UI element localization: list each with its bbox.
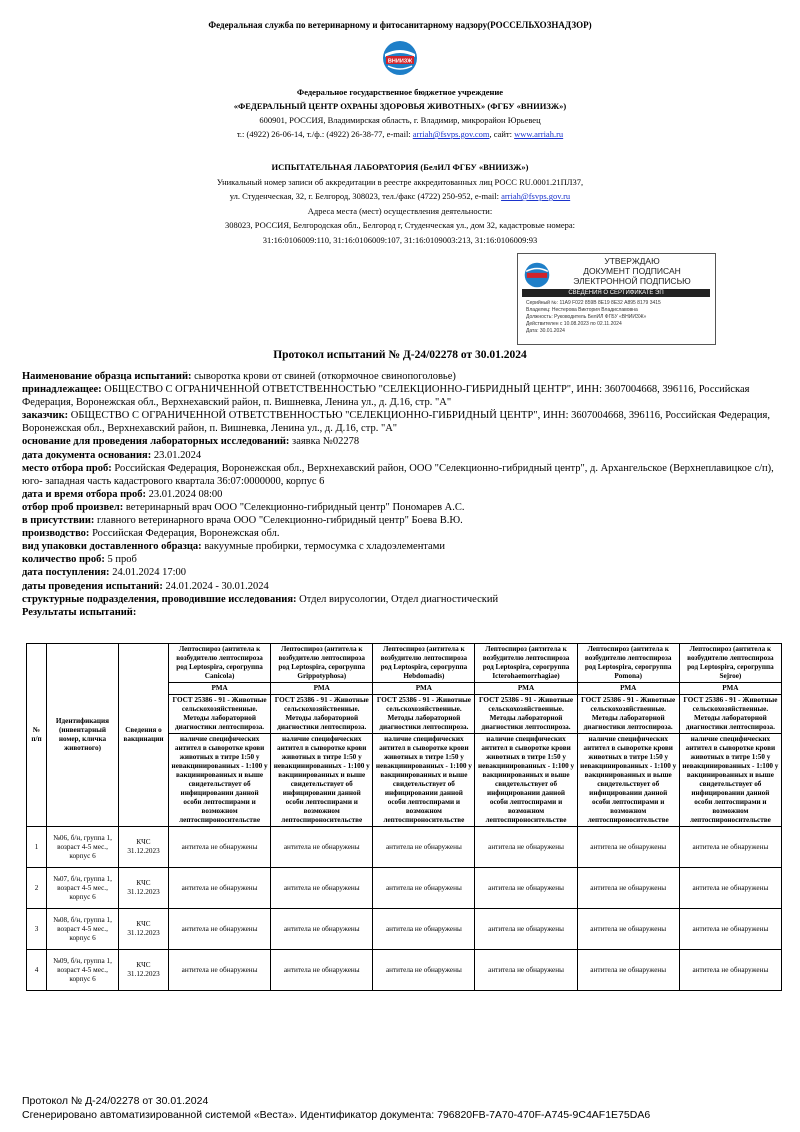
row-vaccination: КЧС 31.12.2023 <box>119 909 169 950</box>
row-vaccination: КЧС 31.12.2023 <box>119 868 169 909</box>
field-value: сыворотка крови от свиней (откормочное свинопоголовье) <box>191 371 456 382</box>
stamp-owner: Владелец: Нестерова Виктория Владиславовна <box>526 307 638 313</box>
field-row <box>22 514 787 527</box>
test-norm-header: наличие специфических антител в сыворотке крови животных в титре 1:50 у невакцинированных - 1:100 у вакцинированных и выше свидетельствует об инфицировании данной особи лептоспирами и возможном лептоспироносительстве <box>577 734 679 827</box>
field-value: Отдел вирусологии, Отдел диагностический <box>296 593 499 605</box>
field-label: принадлежащее: <box>22 384 102 396</box>
stamp-title-line2: ДОКУМЕНТ ПОДПИСАН <box>583 266 681 276</box>
organization-block <box>0 85 800 141</box>
stamp-title-line3: ЭЛЕКТРОННОЙ ПОДПИСЬЮ <box>573 276 691 286</box>
field-row <box>22 409 787 435</box>
footer-protocol-number: Протокол № Д-24/02278 от 30.01.2024 <box>22 1095 209 1107</box>
field-row <box>22 370 787 383</box>
table-row <box>27 950 782 991</box>
test-name-header: Лептоспироз (антитела к возбудителю лептоспироза род Leptospira, серогруппа Icterohaemorrhagiae) <box>475 644 577 683</box>
row-number: 2 <box>27 868 47 909</box>
test-gost-header: ГОСТ 25386 - 91 - Животные сельскохозяйственные. Методы лабораторной диагностики лептоспироза. <box>577 695 679 734</box>
stamp-position: Должность: Руководитель БелИЛ ФГБУ «ВНИИЗЖ» <box>526 314 647 320</box>
field-value: 24.01.2024 - 30.01.2024 <box>162 580 269 592</box>
test-method-header: РМА <box>577 683 679 695</box>
row-result: антитела не обнаружены <box>679 909 781 950</box>
row-number: 3 <box>27 909 47 950</box>
field-label: отбор проб произвел: <box>22 501 124 513</box>
field-label: дата поступления: <box>22 567 110 579</box>
org-phone: т.: (4922) 26-06-14, т./ф.: (4922) 26-38-77, e-mail: <box>236 129 411 139</box>
test-norm-header: наличие специфических антител в сыворотке крови животных в титре 1:50 у невакцинированных - 1:100 у вакцинированных и выше свидетельствует об инфицировании данной особи лептоспирами и возможном лептоспироносительстве <box>271 734 373 827</box>
test-method-header: РМА <box>271 683 373 695</box>
row-result: антитела не обнаружены <box>169 868 271 909</box>
row-result: антитела не обнаружены <box>475 950 577 991</box>
field-row <box>22 593 787 606</box>
field-value: 23.01.2024 <box>151 449 202 461</box>
field-value: 23.01.2024 08:00 <box>146 488 223 500</box>
row-vaccination: КЧС 31.12.2023 <box>119 950 169 991</box>
test-gost-header: ГОСТ 25386 - 91 - Животные сельскохозяйственные. Методы лабораторной диагностики лептоспироза. <box>271 695 373 734</box>
test-gost-header: ГОСТ 25386 - 91 - Животные сельскохозяйственные. Методы лабораторной диагностики лептоспироза. <box>679 695 781 734</box>
row-result: антитела не обнаружены <box>475 827 577 868</box>
sample-fields <box>22 370 787 619</box>
row-result: антитела не обнаружены <box>169 827 271 868</box>
lab-accreditation: Уникальный номер записи об аккредитации в реестре аккредитованных лиц РОСС RU.0001.21ПЛ37, <box>216 176 584 187</box>
row-result: антитела не обнаружены <box>679 827 781 868</box>
row-animal-id: №06, б/н, группа 1, возраст 4-5 мес., корпус 6 <box>47 827 119 868</box>
field-value: ветеринарный врач ООО "Селекционно-гибридный центр" Пономарев А.С. <box>123 501 465 513</box>
test-method-header: РМА <box>475 683 577 695</box>
stamp-logo-icon <box>524 262 550 288</box>
lab-block <box>0 160 800 247</box>
row-result: антитела не обнаружены <box>373 868 475 909</box>
org-site-link[interactable]: www.arriah.ru <box>514 129 564 139</box>
org-site-label: , сайт: <box>489 129 513 139</box>
field-value: Российская Федерация, Воронежская обл. <box>89 528 280 540</box>
field-label: дата и время отбора проб: <box>22 488 146 500</box>
table-row <box>27 868 782 909</box>
field-row <box>22 462 787 488</box>
test-norm-header: наличие специфических антител в сыворотке крови животных в титре 1:50 у невакцинированных - 1:100 у вакцинированных и выше свидетельствует об инфицировании данной особи лептоспирами и возможном лептоспироносительстве <box>169 734 271 827</box>
test-name-header: Лептоспироз (антитела к возбудителю лептоспироза род Leptospira, серогруппа Canicola) <box>169 644 271 683</box>
org-contacts <box>0 127 800 141</box>
stamp-certificate-bar: СВЕДЕНИЯ О СЕРТИФИКАТЕ ЭП <box>522 289 710 297</box>
agency-header: Федеральная служба по ветеринарному и фитосанитарному надзору(РОССЕЛЬХОЗНАДЗОР) <box>208 20 592 30</box>
field-row <box>22 435 787 448</box>
row-result: антитела не обнаружены <box>475 868 577 909</box>
protocol-title: Протокол испытаний № Д-24/02278 от 30.01.2024 <box>273 349 527 361</box>
row-vaccination: КЧС 31.12.2023 <box>119 827 169 868</box>
field-row <box>22 606 787 619</box>
test-name-header: Лептоспироз (антитела к возбудителю лептоспироза род Leptospira, серогруппа Hebdomadis) <box>373 644 475 683</box>
row-result: антитела не обнаружены <box>271 827 373 868</box>
field-row <box>22 527 787 540</box>
field-row <box>22 580 787 593</box>
stamp-date: Дата: 30.01.2024 <box>526 328 565 334</box>
row-result: антитела не обнаружены <box>271 868 373 909</box>
row-animal-id: №08, б/н, группа 1, возраст 4-5 мес., корпус 6 <box>47 909 119 950</box>
lab-name: ИСПЫТАТЕЛЬНАЯ ЛАБОРАТОРИЯ (БелИЛ ФГБУ «ВНИИЗЖ») <box>271 162 529 172</box>
row-result: антитела не обнаружены <box>271 909 373 950</box>
results-table <box>26 643 782 991</box>
row-result: антитела не обнаружены <box>577 827 679 868</box>
lab-email-link[interactable]: arriah@fsvps.gov.ru <box>501 191 571 201</box>
svg-text:ВНИИЗЖ: ВНИИЗЖ <box>387 58 413 65</box>
vniizh-logo-icon <box>382 40 418 76</box>
org-name: «ФЕДЕРАЛЬНЫЙ ЦЕНТР ОХРАНЫ ЗДОРОВЬЯ ЖИВОТНЫХ» (ФГБУ «ВНИИЗЖ») <box>233 101 567 111</box>
field-label: место отбора проб: <box>22 462 112 474</box>
row-result: антитела не обнаружены <box>679 950 781 991</box>
field-row <box>22 553 787 566</box>
footer <box>22 1094 792 1122</box>
field-value: главного ветеринарного врача ООО "Селекционно-гибридный центр" Боева В.Ю. <box>94 515 463 527</box>
stamp-title-line1: УТВЕРЖДАЮ <box>604 256 660 266</box>
col-header-id: Идентификация (инвентарный номер, кличка животного) <box>47 644 119 827</box>
field-row <box>22 383 787 409</box>
row-result: антитела не обнаружены <box>373 909 475 950</box>
field-value: Российская Федерация, Воронежская обл., Верхнехавский район, ООО "Селекционно-гибридный центр", д. Архангельское (Верхнеплавицкое с/п), юго- западная часть кадастрового квартала 36:07:0000000, корпус 6 <box>22 462 774 487</box>
field-row <box>22 501 787 514</box>
row-result: антитела не обнаружены <box>577 868 679 909</box>
stamp-details <box>526 300 712 335</box>
test-method-header: РМА <box>169 683 271 695</box>
test-gost-header: ГОСТ 25386 - 91 - Животные сельскохозяйственные. Методы лабораторной диагностики лептоспироза. <box>373 695 475 734</box>
test-method-header: РМА <box>373 683 475 695</box>
row-result: антитела не обнаружены <box>373 950 475 991</box>
field-value: заявка №02278 <box>289 436 360 448</box>
field-row <box>22 488 787 501</box>
lab-address-text: ул. Студенческая, 32, г. Белгород, 308023, тел./факс (4722) 250-952, e-mail: <box>229 191 499 201</box>
footer-generated-by: Сгенерировано автоматизированной системой «Веста». Идентификатор документа: 796820FB-7A70-470F-A745-9C4AF1E75DA6 <box>22 1109 651 1121</box>
row-result: антитела не обнаружены <box>271 950 373 991</box>
field-value: 5 проб <box>104 554 137 566</box>
test-name-header: Лептоспироз (антитела к возбудителю лептоспироза род Leptospira, серогруппа Pomona) <box>577 644 679 683</box>
test-norm-header: наличие специфических антител в сыворотке крови животных в титре 1:50 у невакцинированных - 1:100 у вакцинированных и выше свидетельствует об инфицировании данной особи лептоспирами и возможном лептоспироносительстве <box>373 734 475 827</box>
lab-activity-label: Адреса места (мест) осуществления деятельности: <box>307 205 493 216</box>
stamp-serial: Серийный №: 11А9 F022 859В 8Е19 8Е32 А895 8179 3415 <box>526 300 661 306</box>
lab-address <box>0 189 800 204</box>
test-name-header: Лептоспироз (антитела к возбудителю лептоспироза род Leptospira, серогруппа Sejroe) <box>679 644 781 683</box>
field-label: даты проведения испытаний: <box>22 580 163 592</box>
org-email-link[interactable]: arriah@fsvps.gov.com <box>412 129 490 139</box>
row-result: антитела не обнаружены <box>169 909 271 950</box>
col-header-num: № п/п <box>27 644 47 827</box>
field-label: вид упаковки доставленного образца: <box>22 541 202 553</box>
field-label: производство: <box>22 528 90 540</box>
row-result: антитела не обнаружены <box>475 909 577 950</box>
row-result: антитела не обнаружены <box>577 950 679 991</box>
field-label: в присутствии: <box>22 515 95 527</box>
field-value: вакуумные пробирки, термосумка с хладоэлементами <box>201 541 445 553</box>
field-label: дата документа основания: <box>22 449 152 461</box>
field-label: структурные подразделения, проводившие исследования: <box>22 593 297 605</box>
e-signature-stamp <box>517 253 716 345</box>
row-result: антитела не обнаружены <box>679 868 781 909</box>
test-gost-header: ГОСТ 25386 - 91 - Животные сельскохозяйственные. Методы лабораторной диагностики лептоспироза. <box>169 695 271 734</box>
test-norm-header: наличие специфических антител в сыворотке крови животных в титре 1:50 у невакцинированных - 1:100 у вакцинированных и выше свидетельствует об инфицировании данной особи лептоспирами и возможном лептоспироносительстве <box>475 734 577 827</box>
test-name-header: Лептоспироз (антитела к возбудителю лептоспироза род Leptospira, серогруппа Grippotyphosa) <box>271 644 373 683</box>
field-row <box>22 449 787 462</box>
row-animal-id: №07, б/н, группа 1, возраст 4-5 мес., корпус 6 <box>47 868 119 909</box>
stamp-title <box>552 256 712 286</box>
test-gost-header: ГОСТ 25386 - 91 - Животные сельскохозяйственные. Методы лабораторной диагностики лептоспироза. <box>475 695 577 734</box>
col-header-vaccination: Сведения о вакцинации <box>119 644 169 827</box>
field-label: количество проб: <box>22 554 105 566</box>
field-row <box>22 566 787 579</box>
row-result: антитела не обнаружены <box>577 909 679 950</box>
lab-cadastral: 31:16:0106009:110, 31:16:0106009:107, 31:16:0109003:213, 31:16:0106009:93 <box>262 234 538 245</box>
field-label: Результаты испытаний: <box>22 606 137 618</box>
org-address: 600901, РОССИЯ, Владимирская область, г. Владимир, микрорайон Юрьевец <box>259 115 541 125</box>
field-value: 24.01.2024 17:00 <box>109 567 186 579</box>
field-label: основание для проведения лабораторных исследований: <box>22 436 290 448</box>
stamp-valid: Действителен с 10.08.2023 по 02.11.2024 <box>526 321 622 327</box>
field-label: Наименование образца испытаний: <box>22 371 192 382</box>
org-type: Федеральное государственное бюджетное учреждение <box>296 87 504 97</box>
row-result: антитела не обнаружены <box>373 827 475 868</box>
field-value: ОБЩЕСТВО С ОГРАНИЧЕННОЙ ОТВЕТСТВЕННОСТЬЮ "СЕЛЕКЦИОННО-ГИБРИДНЫЙ ЦЕНТР", ИНН: 3607004668, 396116, Российская Федерация, Воронежская обл., Верхнехавский район, п. Вишневка, Ленина ул., д. Д.16, стр. "А" <box>22 410 771 435</box>
field-label: заказчик: <box>22 410 69 422</box>
row-result: антитела не обнаружены <box>169 950 271 991</box>
lab-activity-address: 308023, РОССИЯ, Белгородская обл., Белгород г, Студенческая ул., дом 32, кадастровые номера: <box>225 220 575 230</box>
row-number: 1 <box>27 827 47 868</box>
field-value: ОБЩЕСТВО С ОГРАНИЧЕННОЙ ОТВЕТСТВЕННОСТЬЮ "СЕЛЕКЦИОННО-ГИБРИДНЫЙ ЦЕНТР", ИНН: 3607004668, 396116, Российская Федерация, Воронежская обл., Верхнехавский район, п. Вишневка, Ленина ул., д. Д.16, стр. "А" <box>22 384 750 409</box>
test-method-header: РМА <box>679 683 781 695</box>
test-norm-header: наличие специфических антител в сыворотке крови животных в титре 1:50 у невакцинированных - 1:100 у вакцинированных и выше свидетельствует об инфицировании данной особи лептоспирами и возможном лептоспироносительстве <box>679 734 781 827</box>
table-row <box>27 909 782 950</box>
header-row-test-names <box>27 644 782 683</box>
row-animal-id: №09, б/н, группа 1, возраст 4-5 мес., корпус 6 <box>47 950 119 991</box>
row-number: 4 <box>27 950 47 991</box>
field-row <box>22 540 787 553</box>
table-row <box>27 827 782 868</box>
